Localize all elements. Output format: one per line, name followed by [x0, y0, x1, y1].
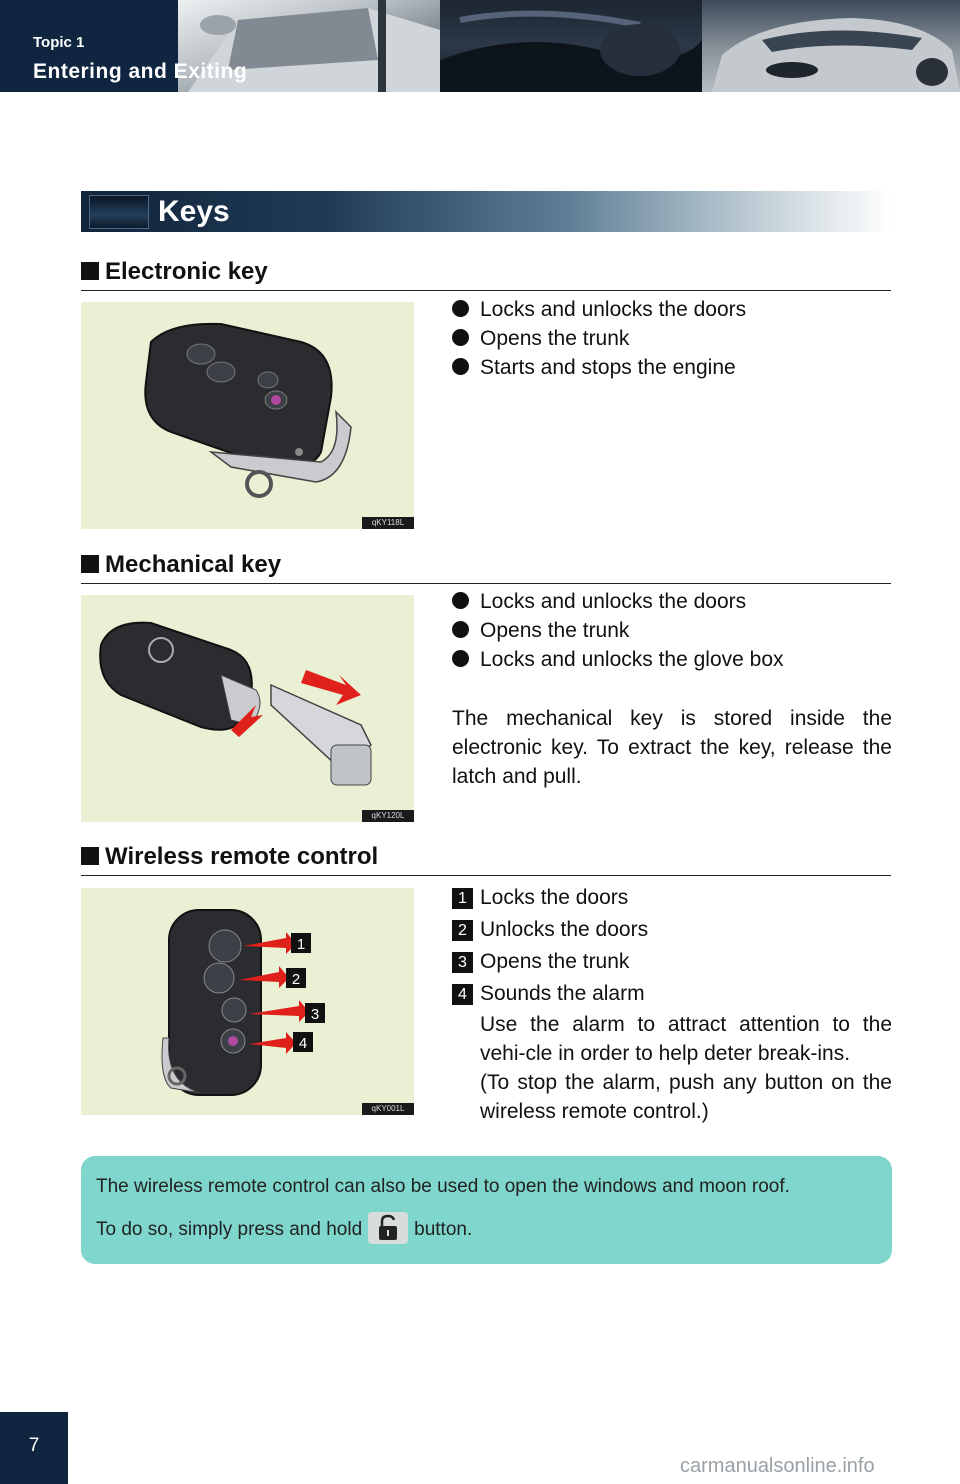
keys-banner-emblem: [89, 195, 149, 229]
mechanical-key-figure: [81, 595, 414, 822]
number-box: 4: [452, 984, 473, 1005]
number-box: 3: [452, 952, 473, 973]
callout-number: 3: [310, 1006, 320, 1023]
chapter-header-banner: [0, 0, 960, 92]
callout-number: 1: [296, 936, 306, 953]
header-photo-interior: [440, 0, 702, 92]
figure-code: qKY118L: [362, 517, 414, 529]
list-item: Opens the trunk: [452, 324, 746, 353]
watermark-text: carmanualsonline.info: [680, 1455, 875, 1477]
wireless-remote-illustration: [81, 888, 414, 1115]
wireless-remote-heading-text: Wireless remote control: [105, 843, 379, 870]
list-item: 1 Locks the doors: [452, 882, 892, 914]
unlock-button-icon: [368, 1212, 408, 1244]
bullet-icon: [452, 358, 469, 375]
heading-square-icon: [81, 555, 99, 573]
list-item: Starts and stops the engine: [452, 353, 746, 382]
mechanical-key-heading-text: Mechanical key: [105, 551, 282, 578]
number-box: 1: [452, 888, 473, 909]
header-photo-car-front: [702, 0, 960, 92]
alarm-stop-note: (To stop the alarm, push any button on the wireless remote control.): [480, 1071, 892, 1123]
alarm-note: Use the alarm to attract attention to the vehi-cle in order to help deter break-ins.: [480, 1013, 892, 1065]
bullet-icon: [452, 592, 469, 609]
figure-code: qKY120L: [362, 810, 414, 822]
list-item: 3 Opens the trunk: [452, 946, 892, 978]
number-box: 2: [452, 920, 473, 941]
note-line-2: To do so, simply press and hold button.: [96, 1212, 472, 1244]
car-interior-illustration: [440, 0, 702, 92]
list-item: 2 Unlocks the doors: [452, 914, 892, 946]
padlock-icon: [368, 1212, 408, 1244]
info-note-box: [81, 1156, 892, 1264]
electronic-key-heading: [81, 256, 891, 291]
mechanical-key-paragraph: The mechanical key is stored inside the electronic key. To extract the key, release the latch and pull.: [452, 707, 892, 788]
bullet-icon: [452, 650, 469, 667]
callout-number: 2: [291, 971, 301, 988]
note-line-1: The wireless remote control can also be used to open the windows and moon roof.: [96, 1176, 790, 1197]
electronic-key-figure: [81, 302, 414, 529]
chapter-title: Entering and Exiting: [33, 60, 248, 83]
mechanical-key-heading: [81, 549, 891, 584]
wireless-remote-list: [452, 882, 892, 1126]
bullet-icon: [452, 329, 469, 346]
page-number: 7: [0, 1412, 68, 1484]
list-item: Locks and unlocks the doors: [452, 587, 784, 616]
wireless-remote-figure: [81, 888, 414, 1115]
callout-number: 4: [298, 1035, 308, 1052]
bullet-icon: [452, 300, 469, 317]
heading-square-icon: [81, 847, 99, 865]
keys-section-title: Keys: [158, 195, 230, 228]
mechanical-key-illustration: [81, 595, 414, 822]
heading-square-icon: [81, 262, 99, 280]
list-item: 4 Sounds the alarm: [452, 978, 892, 1010]
electronic-key-list: [452, 295, 746, 382]
list-item: Locks and unlocks the doors: [452, 295, 746, 324]
list-item: Locks and unlocks the glove box: [452, 645, 784, 674]
bullet-icon: [452, 621, 469, 638]
electronic-key-illustration: [81, 302, 414, 529]
wireless-remote-heading: [81, 841, 891, 876]
figure-code: qKY001L: [362, 1103, 414, 1115]
topic-label: Topic 1: [33, 34, 85, 51]
list-item: Opens the trunk: [452, 616, 784, 645]
mechanical-key-list: [452, 587, 784, 674]
electronic-key-heading-text: Electronic key: [105, 258, 268, 285]
car-front-illustration: [702, 0, 960, 92]
